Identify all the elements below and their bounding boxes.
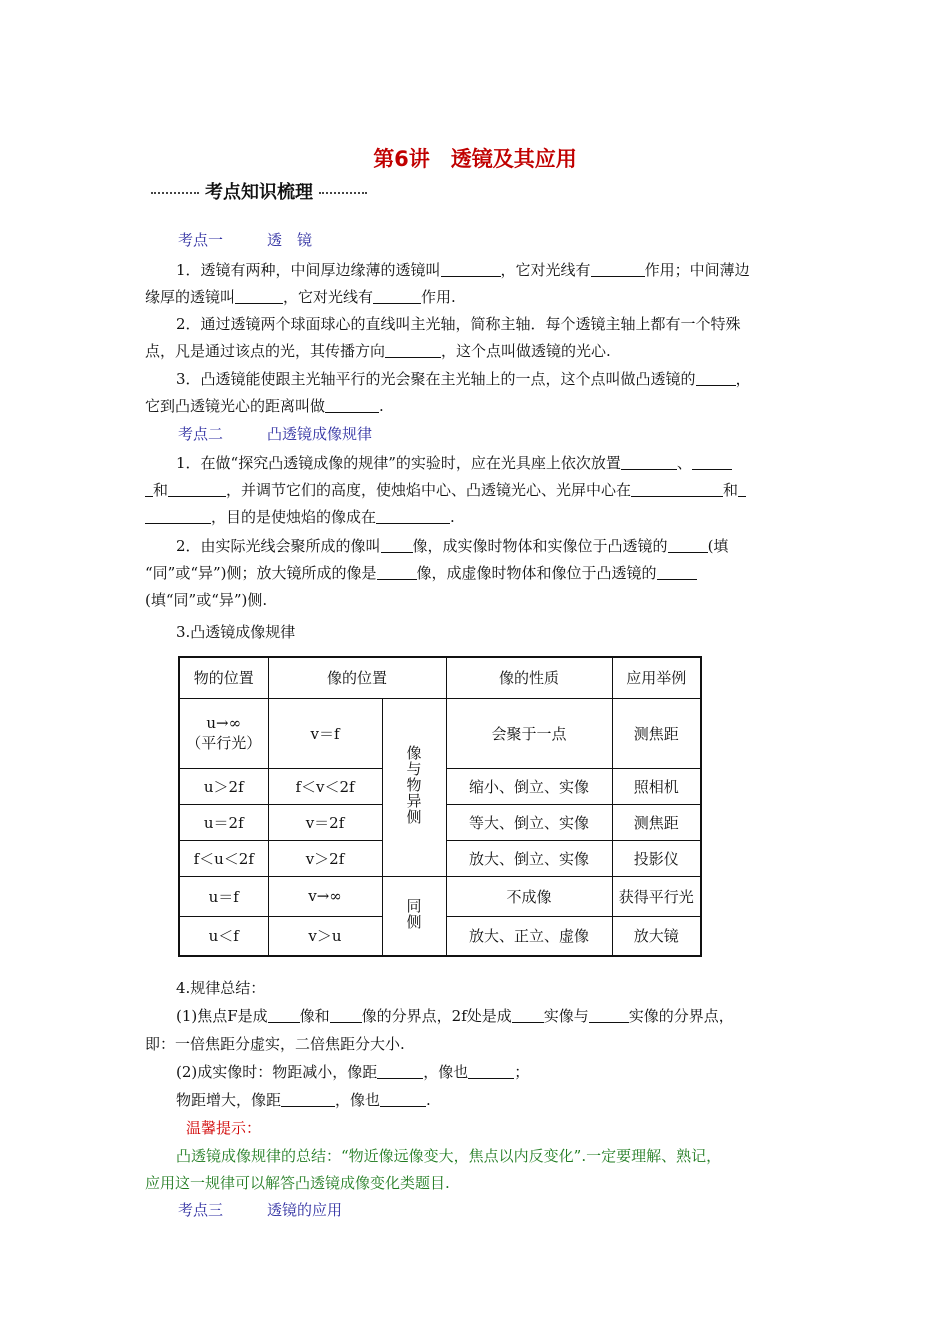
table-header: 像的性质 bbox=[446, 657, 612, 698]
blank[interactable] bbox=[657, 564, 697, 580]
table-cell: v→∞ bbox=[268, 876, 382, 916]
blank[interactable] bbox=[381, 537, 413, 553]
q4-summary-2: (2)成实像时：物距减小，像距 ，像也 ； bbox=[176, 1063, 530, 1081]
blank[interactable] bbox=[692, 454, 732, 470]
blank[interactable] bbox=[268, 1007, 300, 1023]
topic-3-heading: 考点三 透镜的应用 bbox=[178, 1201, 343, 1219]
q4-summary-3: 物距增大，像距 ，像也 . bbox=[176, 1091, 431, 1109]
table-cell: 获得平行光 bbox=[612, 876, 701, 916]
table-cell: 测焦距 bbox=[612, 698, 701, 768]
blank[interactable] bbox=[235, 288, 283, 304]
table-cell: u＝2f bbox=[179, 804, 268, 840]
page-title: 第6讲 透镜及其应用 bbox=[373, 147, 577, 171]
table-cell: 测焦距 bbox=[612, 804, 701, 840]
para-2-line-1: 2．通过透镜两个球面球心的直线叫主光轴，简称主轴．每个透镜主轴上都有一个特殊 bbox=[176, 315, 741, 333]
blank[interactable] bbox=[589, 1007, 629, 1023]
q4-summary-1-line-2: 即：一倍焦距分虚实，二倍焦距分大小. bbox=[145, 1035, 405, 1053]
blank[interactable] bbox=[377, 564, 417, 580]
para-1-line-2: 缘厚的透镜叫 ，它对光线有 作用. bbox=[145, 288, 456, 306]
table-cell: 缩小、倒立、实像 bbox=[446, 768, 612, 804]
table-cell: 会聚于一点 bbox=[446, 698, 612, 768]
dotted-rule-left bbox=[151, 192, 199, 194]
table-cell: v＞2f bbox=[268, 840, 382, 876]
blank[interactable] bbox=[385, 342, 441, 358]
topic-1-heading: 考点一 透 镜 bbox=[178, 231, 313, 249]
blank[interactable] bbox=[631, 481, 723, 497]
q1-line-1: 1．在做“探究凸透镜成像的规律”的实验时，应在光具座上依次放置 、 bbox=[176, 452, 732, 473]
blank[interactable] bbox=[373, 288, 421, 304]
side-label-same: 同侧 bbox=[382, 876, 446, 956]
blank[interactable] bbox=[325, 397, 379, 413]
q2-line-2: “同”或“异”)侧；放大镜所成的像是 像，成虚像时物体和像位于凸透镜的 bbox=[145, 562, 697, 583]
table-header: 物的位置 bbox=[179, 657, 268, 698]
section-heading: 考点知识梳理 bbox=[145, 178, 373, 204]
blank[interactable] bbox=[281, 1091, 335, 1107]
para-1-line-1: 1．透镜有两种，中间厚边缘薄的透镜叫 ，它对光线有 作用；中间薄边 bbox=[176, 261, 750, 279]
q3-label: 3.凸透镜成像规律 bbox=[176, 623, 296, 641]
table-cell: 等大、倒立、实像 bbox=[446, 804, 612, 840]
tip-line-1: 凸透镜成像规律的总结：“物近像远像变大，焦点以内反变化”.一定要理解、熟记， bbox=[176, 1147, 722, 1165]
para-2-line-2: 点，凡是通过该点的光，其传播方向 ，这个点叫做透镜的光心. bbox=[145, 342, 611, 360]
table-cell: u＜f bbox=[179, 916, 268, 956]
blank[interactable] bbox=[591, 261, 645, 277]
q1-line-3: ，目的是使烛焰的像成在 . bbox=[145, 506, 455, 527]
table-cell: 放大、正立、虚像 bbox=[446, 916, 612, 956]
q4-label: 4.规律总结： bbox=[176, 979, 266, 997]
blank[interactable] bbox=[696, 370, 736, 386]
imaging-rules-table bbox=[178, 656, 702, 957]
blank[interactable] bbox=[330, 1007, 362, 1023]
topic-2-heading: 考点二 凸透镜成像规律 bbox=[178, 425, 373, 443]
blank[interactable] bbox=[668, 537, 708, 553]
tip-label: 温馨提示： bbox=[186, 1119, 262, 1137]
table-cell: u→∞ （平行光） bbox=[179, 698, 268, 768]
blank[interactable] bbox=[621, 454, 677, 470]
table-cell: 放大、倒立、实像 bbox=[446, 840, 612, 876]
q2-line-3: (填“同”或“异”)侧. bbox=[145, 591, 268, 609]
table-cell: v＝f bbox=[268, 698, 382, 768]
q1-line-2: 和 ，并调节它们的高度，使烛焰中心、凸透镜光心、光屏中心在 和 bbox=[145, 479, 746, 500]
blank[interactable] bbox=[376, 508, 450, 524]
para-3-line-1: 3．凸透镜能使跟主光轴平行的光会聚在主光轴上的一点，这个点叫做凸透镜的 ， bbox=[176, 370, 751, 388]
table-header: 像的位置 bbox=[268, 657, 446, 698]
tip-line-2: 应用这一规律可以解答凸透镜成像变化类题目. bbox=[145, 1174, 450, 1192]
table-cell: u＞2f bbox=[179, 768, 268, 804]
para-3-line-2: 它到凸透镜光心的距离叫做 . bbox=[145, 397, 384, 415]
blank[interactable] bbox=[512, 1007, 544, 1023]
table-cell: f＜u＜2f bbox=[179, 840, 268, 876]
blank[interactable] bbox=[145, 481, 153, 497]
blank[interactable] bbox=[168, 481, 226, 497]
table-cell: 投影仪 bbox=[612, 840, 701, 876]
blank[interactable] bbox=[145, 508, 211, 524]
q4-summary-1: (1)焦点F是成 像和 像的分界点，2f处是成 实像与 实像的分界点， bbox=[176, 1007, 734, 1025]
side-label-opposite: 像与物异侧 bbox=[382, 698, 446, 876]
table-header: 应用举例 bbox=[612, 657, 701, 698]
blank[interactable] bbox=[441, 261, 501, 277]
table-cell: v＝2f bbox=[268, 804, 382, 840]
blank[interactable] bbox=[738, 481, 746, 497]
blank[interactable] bbox=[380, 1091, 426, 1107]
table-cell: f＜v＜2f bbox=[268, 768, 382, 804]
table-cell: 照相机 bbox=[612, 768, 701, 804]
blank[interactable] bbox=[468, 1063, 514, 1079]
table-cell: 放大镜 bbox=[612, 916, 701, 956]
table-cell: 不成像 bbox=[446, 876, 612, 916]
dotted-rule-right bbox=[319, 192, 367, 194]
table-cell: v＞u bbox=[268, 916, 382, 956]
blank[interactable] bbox=[377, 1063, 423, 1079]
table-cell: u＝f bbox=[179, 876, 268, 916]
q2-line-1: 2．由实际光线会聚所成的像叫 像，成实像时物体和实像位于凸透镜的 (填 bbox=[176, 537, 729, 555]
